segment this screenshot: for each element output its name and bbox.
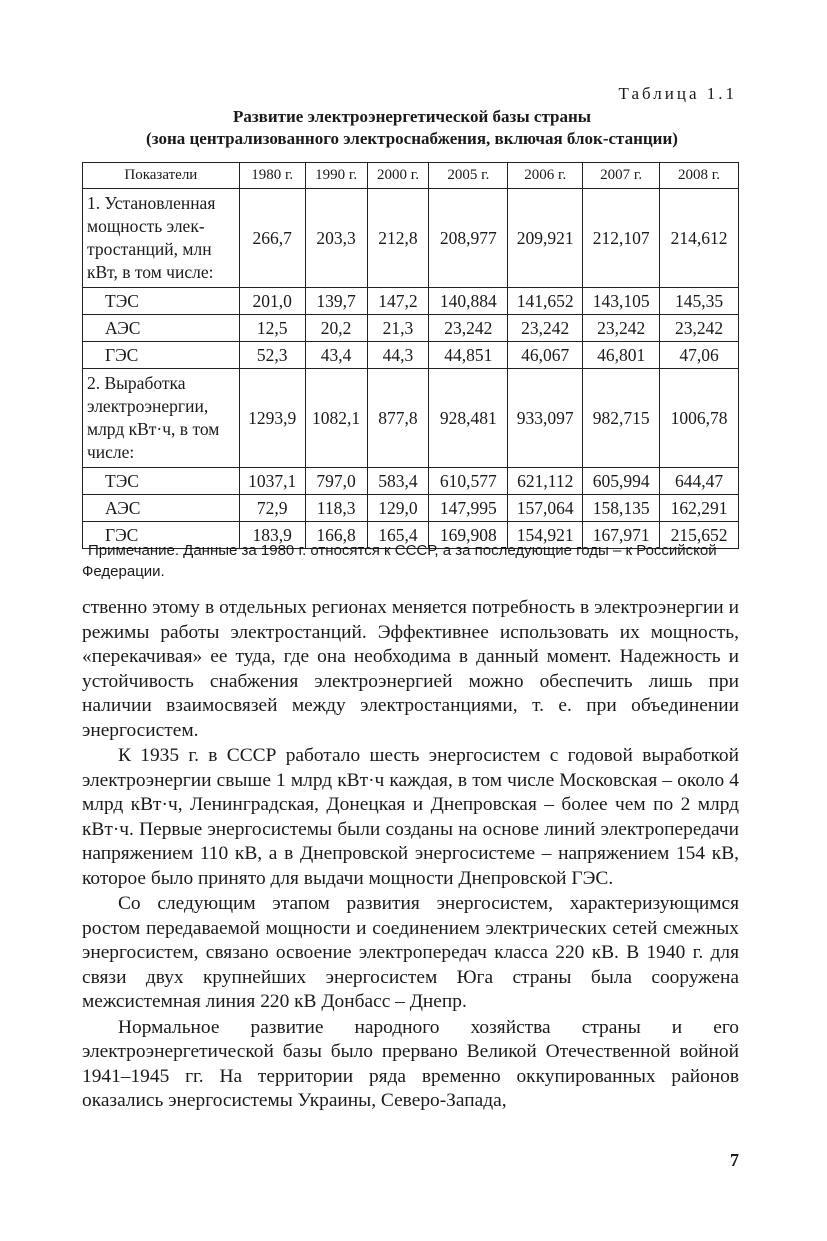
table-note: Примечание. Данные за 1980 г. относятся к СССР, а за последующие годы – к Российской Федерации. [82,542,717,580]
indicator-cell: ГЭС [83,342,240,369]
value-cell: 43,4 [305,342,367,369]
value-cell: 169,908 [429,522,508,549]
indicator-cell: 1. Установленная мощность элек-тростанций, млн кВт, в том числе: [83,189,240,288]
column-header: 1990 г. [305,163,367,189]
value-cell: 201,0 [239,288,305,315]
indicator-cell: АЭС [83,315,240,342]
value-cell: 203,3 [305,189,367,288]
table-title: Развитие электроэнергетической базы страны [232,107,592,126]
value-cell: 157,064 [508,495,583,522]
value-cell: 52,3 [239,342,305,369]
energy-base-table [82,162,739,549]
value-cell: 23,242 [429,315,508,342]
value-cell: 797,0 [305,468,367,495]
indicator-cell: 2. Выработка электроэнергии, млрд кВт·ч, в том числе: [83,369,240,468]
value-cell: 583,4 [367,468,429,495]
value-cell: 212,8 [367,189,429,288]
value-cell: 141,652 [508,288,583,315]
value-cell: 23,242 [660,315,739,342]
value-cell: 12,5 [239,315,305,342]
value-cell: 928,481 [429,369,508,468]
table-row [83,288,739,315]
value-cell: 139,7 [305,288,367,315]
value-cell: 933,097 [508,369,583,468]
column-header: 2000 г. [367,163,429,189]
column-header: 2007 г. [583,163,660,189]
value-cell: 982,715 [583,369,660,468]
value-cell: 215,652 [660,522,739,549]
value-cell: 147,2 [367,288,429,315]
value-cell: 118,3 [305,495,367,522]
value-cell: 266,7 [239,189,305,288]
value-cell: 1293,9 [239,369,305,468]
value-cell: 143,105 [583,288,660,315]
column-header: 1980 г. [239,163,305,189]
value-cell: 21,3 [367,315,429,342]
value-cell: 46,801 [583,342,660,369]
value-cell: 23,242 [583,315,660,342]
value-cell: 165,4 [367,522,429,549]
table-row [83,342,739,369]
paragraph: Нормальное развитие народного хозяйства страны и его электроэнергетической базы было прервано Великой Отечественной войной 1941–1945 гг. На территории ряда временно оккупированных районов оказались энергосистемы Украины, Северо-Запада, [82,1016,739,1111]
value-cell: 23,242 [508,315,583,342]
value-cell: 621,112 [508,468,583,495]
indicator-cell: ТЭС [83,288,240,315]
body-text [82,596,739,1114]
column-header: 2005 г. [429,163,508,189]
indicator-cell: ГЭС [83,522,240,549]
table-row [83,369,739,468]
value-cell: 154,921 [508,522,583,549]
value-cell: 72,9 [239,495,305,522]
indicator-cell: АЭС [83,495,240,522]
value-cell: 212,107 [583,189,660,288]
page-number: 7 [730,1150,739,1170]
value-cell: 145,35 [660,288,739,315]
paragraph: К 1935 г. в СССР работало шесть энергосистем с годовой выработкой электроэнергии свыше 1 млрд кВт·ч каждая, в том числе Московская – около 4 млрд кВт·ч, Ленинградская, Донецкая и Днепровская – более чем по 2 млрд кВт·ч. Первые энергосистемы были созданы на основе линий электропередачи напряжением 110 кВ, а в Днепровской энергосистеме – напряжением 154 кВ, которое было принято для выдачи мощности Днепровской ГЭС. [82,745,739,889]
value-cell: 214,612 [660,189,739,288]
paragraph: ственно этому в отдельных регионах меняется потребность в электроэнергии и режимы работы электростанций. Эффективнее использовать их мощность, «перекачивая» ее туда, где она необходима в данный момент. Надежность и устойчивость снабжения электроэнергией можно обеспечить лишь при наличии взаимосвязей между электростанциями, т. е. при объединении энергосистем. [82,597,739,741]
column-header: 2006 г. [508,163,583,189]
value-cell: 1006,78 [660,369,739,468]
table-row [83,495,739,522]
table-row [83,468,739,495]
column-header: 2008 г. [660,163,739,189]
value-cell: 209,921 [508,189,583,288]
value-cell: 644,47 [660,468,739,495]
indicator-cell: ТЭС [83,468,240,495]
table-number-label: Таблица 1.1 [618,84,737,103]
value-cell: 167,971 [583,522,660,549]
value-cell: 129,0 [367,495,429,522]
value-cell: 47,06 [660,342,739,369]
value-cell: 20,2 [305,315,367,342]
value-cell: 166,8 [305,522,367,549]
value-cell: 605,994 [583,468,660,495]
value-cell: 208,977 [429,189,508,288]
value-cell: 140,884 [429,288,508,315]
value-cell: 610,577 [429,468,508,495]
value-cell: 183,9 [239,522,305,549]
value-cell: 46,067 [508,342,583,369]
paragraph: Со следующим этапом развития энергосистем, характеризующимся ростом передаваемой мощности и соединением электрических сетей смежных энергосистем, связано освоение электропередач класса 220 кВ. В 1940 г. для связи двух крупнейших энергосистем Юга страны была сооружена межсистемная линия 220 кВ Донбасс – Днепр. [82,893,739,1012]
value-cell: 877,8 [367,369,429,468]
value-cell: 158,135 [583,495,660,522]
value-cell: 147,995 [429,495,508,522]
table-subtitle: (зона централизованного электроснабжения, включая блок-станции) [146,129,678,148]
value-cell: 44,3 [367,342,429,369]
value-cell: 1082,1 [305,369,367,468]
table-caption [82,106,742,150]
table-row [83,189,739,288]
table-row [83,315,739,342]
table-header-row [83,163,739,189]
value-cell: 162,291 [660,495,739,522]
value-cell: 1037,1 [239,468,305,495]
column-header: Показатели [83,163,240,189]
value-cell: 44,851 [429,342,508,369]
